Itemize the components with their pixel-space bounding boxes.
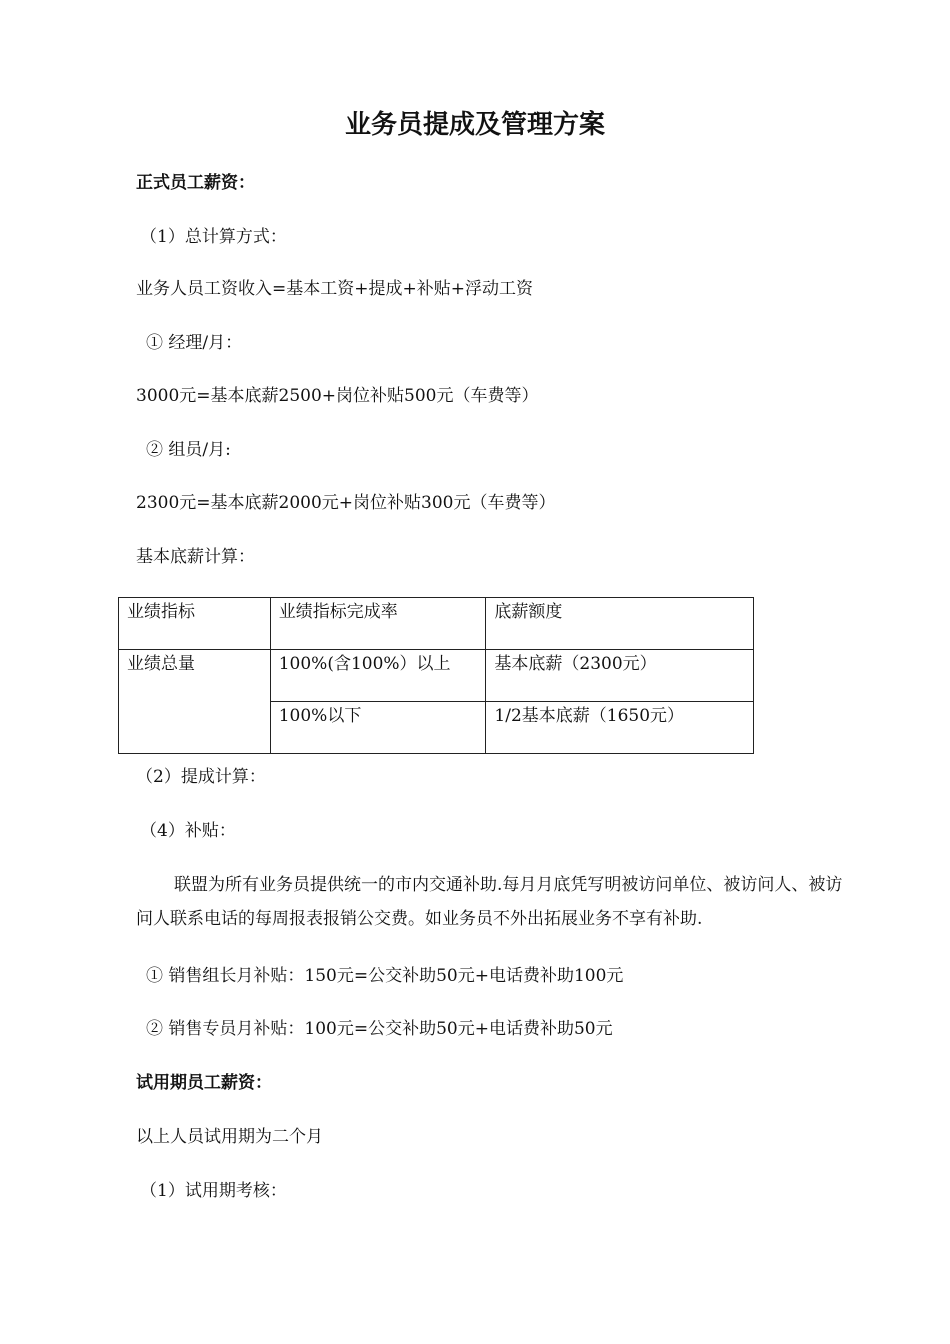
- subsidy-staff: ② 销售专员月补贴：100元=公交补助50元+电话费补助50元: [146, 1019, 613, 1039]
- item-probation-assessment: （1）试用期考核：: [140, 1181, 287, 1201]
- subsidy-leader: ① 销售组长月补贴：150元=公交补助50元+电话费补助100元: [146, 966, 624, 986]
- table-cell: 100%(含100%）以上: [270, 650, 486, 702]
- salary-formula: 业务人员工资收入=基本工资+提成+补贴+浮动工资: [136, 279, 533, 299]
- section-heading-probation-salary: 试用期员工薪资：: [136, 1073, 272, 1093]
- subsidy-paragraph-text: 联盟为所有业务员提供统一的市内交通补助.每月月底凭写明被访问单位、被访问人、被访问人联系电话的每周报表报销公交费。如业务员不外出拓展业务不享有补助.: [136, 875, 843, 929]
- item-subsidy: （4）补贴：: [140, 821, 236, 841]
- manager-label: ① 经理/月：: [146, 333, 243, 353]
- probation-text: 以上人员试用期为二个月: [136, 1127, 323, 1147]
- member-label: ② 组员/月:: [146, 440, 231, 460]
- section-heading-formal-salary: 正式员工薪资：: [136, 173, 255, 193]
- item-commission-calculation: （2）提成计算：: [136, 767, 266, 787]
- table-header-cell: 业绩指标完成率: [270, 598, 486, 650]
- base-salary-calc-label: 基本底薪计算：: [136, 547, 255, 567]
- table-row-label: 业绩总量: [119, 650, 271, 754]
- table-cell: 基本底薪（2300元）: [486, 650, 754, 702]
- table-header-cell: 业绩指标: [119, 598, 271, 650]
- table-cell: 1/2基本底薪（1650元）: [486, 702, 754, 754]
- table-cell: 100%以下: [270, 702, 486, 754]
- base-salary-table: [118, 597, 754, 754]
- table-row: [119, 650, 754, 702]
- item-total-calculation: （1）总计算方式：: [140, 227, 287, 247]
- table-header-row: [119, 598, 754, 650]
- member-formula: 2300元=基本底薪2000元+岗位补贴300元（车费等）: [136, 493, 556, 513]
- subsidy-paragraph: [136, 868, 856, 936]
- manager-formula: 3000元=基本底薪2500+岗位补贴500元（车费等）: [136, 386, 539, 406]
- document-title: 业务员提成及管理方案: [344, 110, 605, 140]
- table-header-cell: 底薪额度: [486, 598, 754, 650]
